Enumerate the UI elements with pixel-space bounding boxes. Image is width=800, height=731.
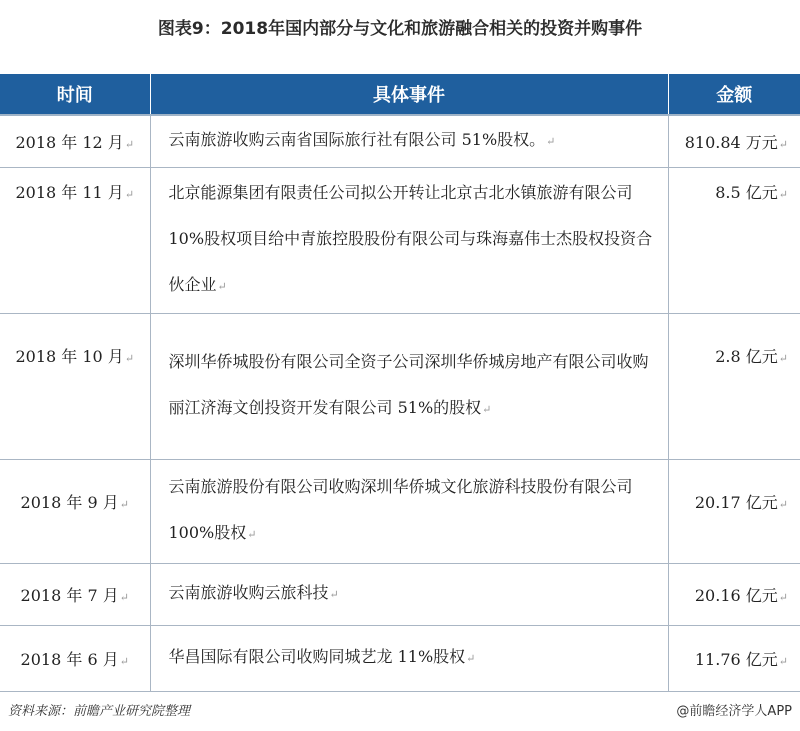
row-event: 华昌国际有限公司收购同城艺龙 11%股权↵	[150, 625, 668, 691]
table-row	[0, 459, 800, 563]
row-time: 2018 年 10 月↵	[0, 313, 150, 459]
header-amount: 金额	[668, 74, 800, 115]
table-row	[0, 167, 800, 313]
row-amount: 11.76 亿元↵	[668, 625, 800, 691]
row-event: 北京能源集团有限责任公司拟公开转让北京古北水镇旅游有限公司 10%股权项目给中青旅控股股份有限公司与珠海嘉伟士杰股权投资合伙企业↵	[150, 167, 668, 313]
header-time: 时间	[0, 74, 150, 115]
row-amount: 2.8 亿元↵	[668, 313, 800, 459]
row-time: 2018 年 7 月↵	[0, 563, 150, 625]
row-amount: 8.5 亿元↵	[668, 167, 800, 313]
row-event: 深圳华侨城股份有限公司全资子公司深圳华侨城房地产有限公司收购丽江济海文创投资开发有限公司 51%的股权↵	[150, 313, 668, 459]
row-amount: 20.16 亿元↵	[668, 563, 800, 625]
row-time: 2018 年 9 月↵	[0, 459, 150, 563]
source-note: 资料来源：前瞻产业研究院整理	[8, 704, 191, 719]
table-row	[0, 563, 800, 625]
row-event: 云南旅游收购云南省国际旅行社有限公司 51%股权。↵	[150, 115, 668, 167]
table-header-row	[0, 74, 800, 115]
table-row	[0, 625, 800, 691]
table-row	[0, 115, 800, 167]
investment-events-table	[0, 74, 800, 692]
row-time: 2018 年 12 月↵	[0, 115, 150, 167]
header-event: 具体事件	[150, 74, 668, 115]
row-amount: 20.17 亿元↵	[668, 459, 800, 563]
row-time: 2018 年 11 月↵	[0, 167, 150, 313]
row-time: 2018 年 6 月↵	[0, 625, 150, 691]
row-amount: 810.84 万元↵	[668, 115, 800, 167]
brand-credit: @前瞻经济学人APP	[676, 704, 792, 719]
row-event: 云南旅游股份有限公司收购深圳华侨城文化旅游科技股份有限公司 100%股权↵	[150, 459, 668, 563]
row-event: 云南旅游收购云旅科技↵	[150, 563, 668, 625]
footer	[8, 700, 792, 720]
table-row	[0, 313, 800, 459]
chart-title: 图表9：2018年国内部分与文化和旅游融合相关的投资并购事件	[157, 19, 643, 39]
